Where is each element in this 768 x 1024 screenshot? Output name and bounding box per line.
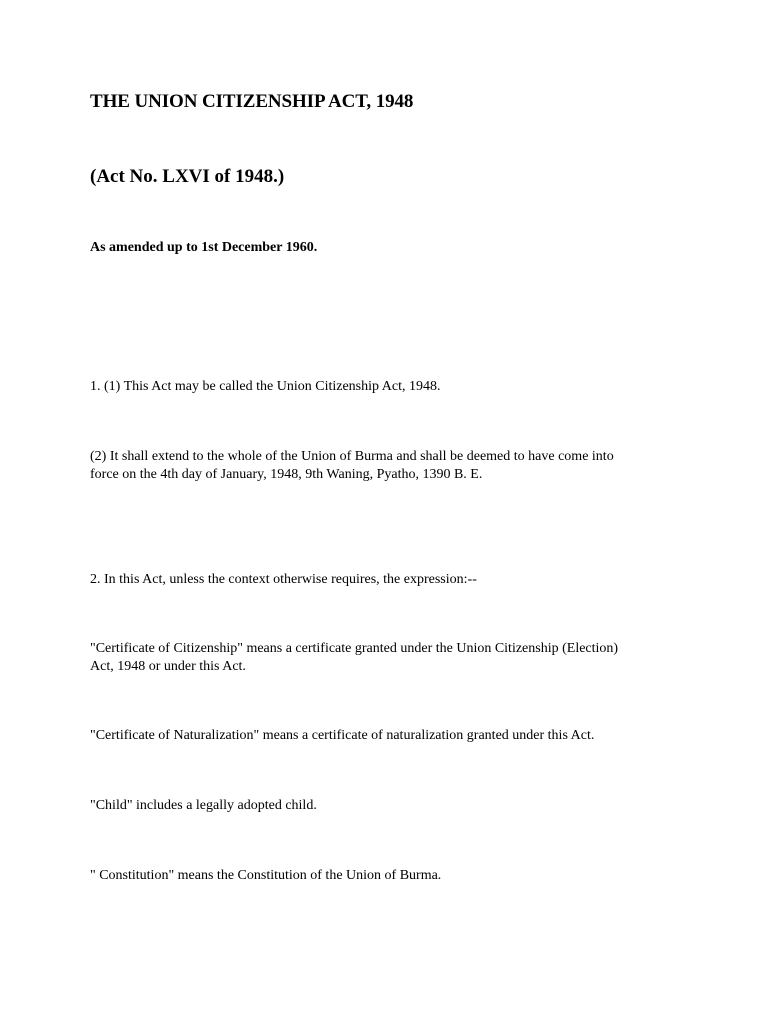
amended-note: As amended up to 1st December 1960. bbox=[90, 240, 318, 255]
document-title: THE UNION CITIZENSHIP ACT, 1948 bbox=[90, 91, 414, 112]
act-number: (Act No. LXVI of 1948.) bbox=[90, 166, 285, 187]
paragraph-line: (2) It shall extend to the whole of the Union of Burma and shall be deemed to have come into bbox=[90, 449, 614, 464]
paragraph-line: " Constitution" means the Constitution of the Union of Burma. bbox=[90, 868, 442, 883]
paragraph-line: "Certificate of Citizenship" means a certificate granted under the Union Citizenship (Election) bbox=[90, 641, 619, 656]
paragraph-line: Act, 1948 or under this Act. bbox=[90, 659, 246, 674]
paragraph-line: 2. In this Act, unless the context otherwise requires, the expression:-- bbox=[90, 572, 477, 587]
section-2-intro bbox=[90, 571, 477, 589]
paragraph-line: "Certificate of Naturalization" means a certificate of naturalization granted under this Act. bbox=[90, 728, 595, 743]
definition-child bbox=[90, 797, 317, 815]
paragraph-line: force on the 4th day of January, 1948, 9th Waning, Pyatho, 1390 B. E. bbox=[90, 467, 483, 482]
section-1-subsection-1 bbox=[90, 378, 440, 396]
paragraph-line: 1. (1) This Act may be called the Union Citizenship Act, 1948. bbox=[90, 379, 441, 394]
definition-constitution bbox=[90, 867, 441, 885]
definition-certificate-of-citizenship bbox=[90, 640, 618, 676]
section-1-subsection-2 bbox=[90, 448, 614, 484]
definition-certificate-of-naturalization bbox=[90, 727, 594, 745]
paragraph-line: "Child" includes a legally adopted child. bbox=[90, 798, 317, 813]
